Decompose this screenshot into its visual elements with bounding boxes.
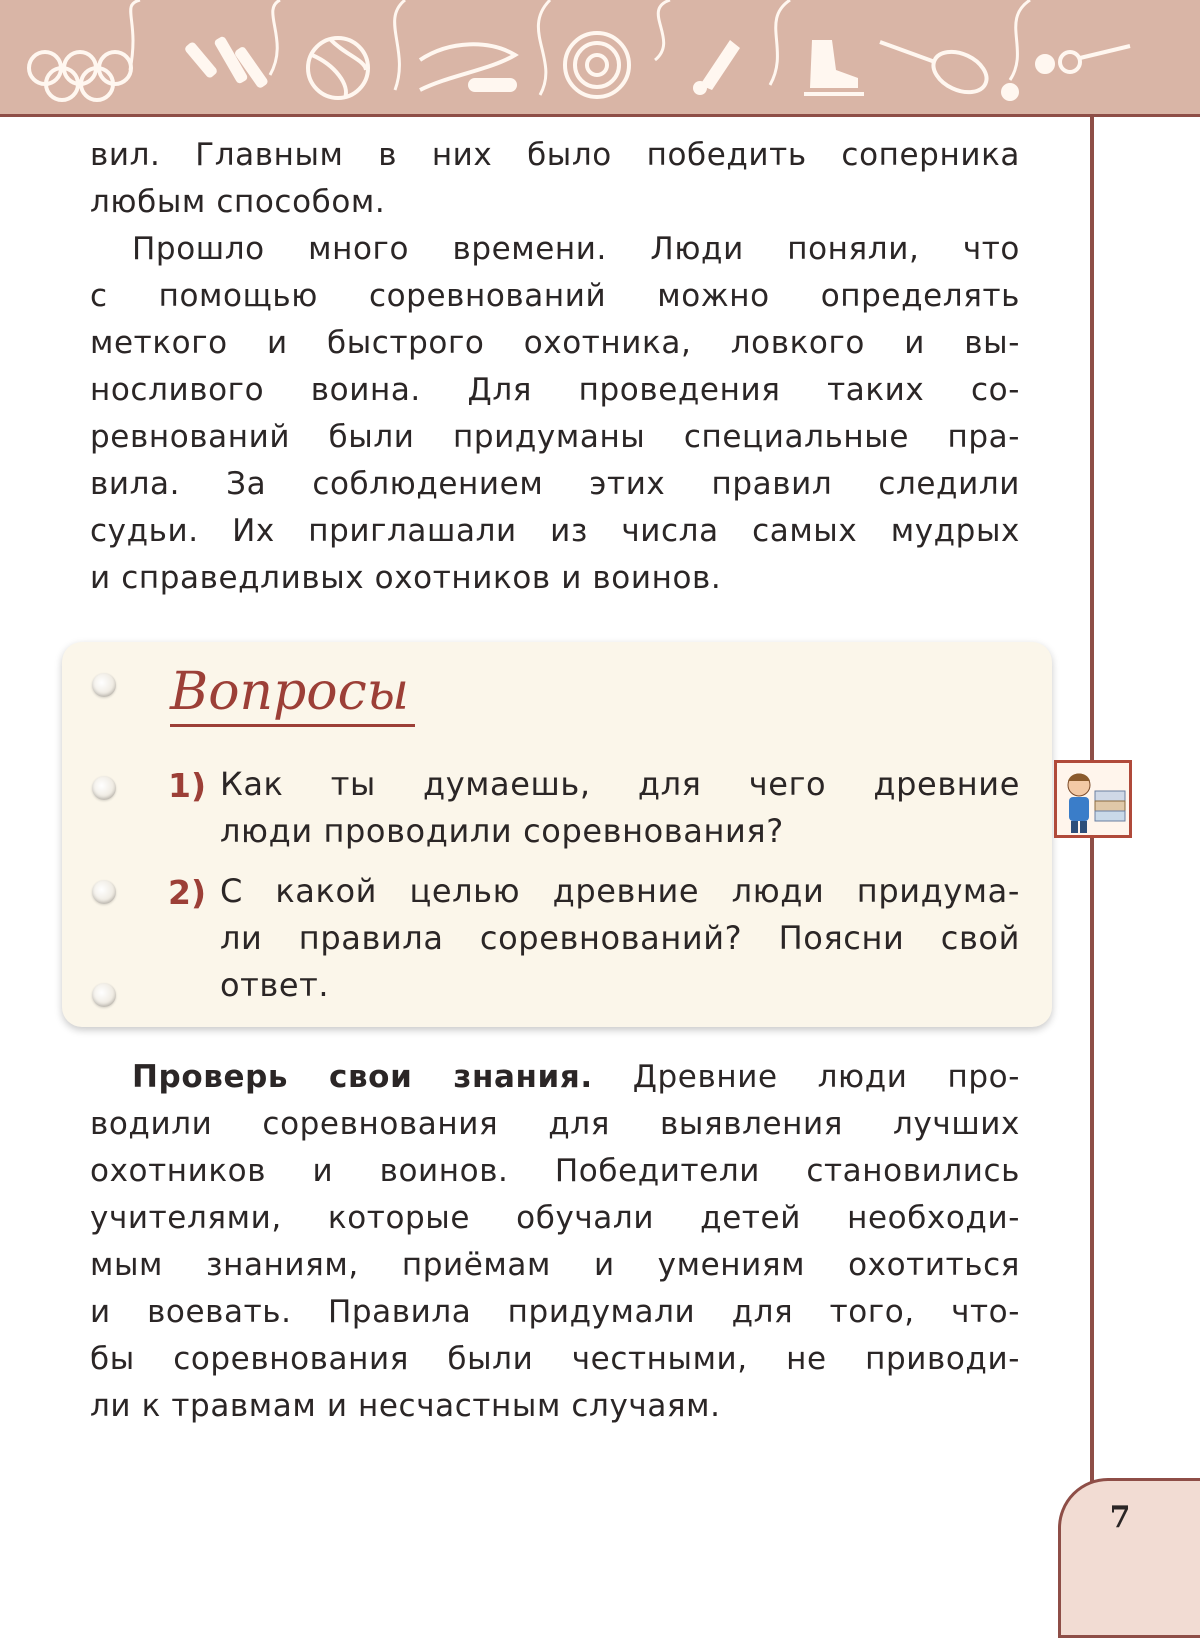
text-line: бы соревнования были честными, не приводи- — [90, 1341, 1020, 1377]
text-line: охотников и воинов. Победители становились — [90, 1153, 1020, 1189]
page-number: 7 — [1109, 1500, 1131, 1535]
sports-header-band — [0, 0, 1200, 117]
text-line: меткого и быстрого охотника, ловкого и вы- — [90, 325, 1020, 361]
olympic-rings-icon — [29, 52, 131, 100]
check-knowledge-lead: Проверь свои знания. — [132, 1059, 593, 1095]
bullet-icon — [92, 880, 116, 904]
text-line — [90, 1054, 1020, 1101]
paragraph-continuation-end — [90, 179, 1020, 226]
dumbbells-icon — [184, 35, 270, 89]
text-line: мым знаниям, приёмам и умениям охотиться — [90, 1247, 1020, 1283]
question-line: Как ты думаешь, для чего древние — [220, 765, 1020, 803]
question-number: 1) — [168, 766, 207, 805]
text-line: и воевать. Правила придумали для того, что- — [90, 1294, 1020, 1330]
text-line: и справедливых охотников и воинов. — [90, 560, 722, 596]
text-line-content: Древние люди про- — [632, 1059, 1020, 1095]
bullet-icon — [92, 983, 116, 1007]
target-icon — [565, 33, 629, 97]
text-line: носливого воина. Для проведения таких со- — [90, 372, 1020, 408]
student-books-drawing — [1057, 763, 1129, 835]
skate-icon — [804, 40, 864, 96]
question-line: ли правила соревнований? Поясни свой — [220, 919, 1020, 957]
whistle-icon — [1037, 46, 1130, 72]
text-line: учителями, которые обучали детей необходи- — [90, 1200, 1020, 1236]
bullet-icon — [92, 776, 116, 800]
tennis-racket-icon — [880, 42, 1017, 100]
text-line: вил. Главным в них было победить соперника — [90, 137, 1020, 173]
question-line: ответ. — [220, 966, 330, 1004]
text-line: ревнований были придуманы специальные пра- — [90, 419, 1020, 455]
bullet-icon — [92, 673, 116, 697]
text-line: вила. За соблюдением этих правил следили — [90, 466, 1020, 502]
text-line: любым способом. — [90, 184, 386, 220]
text-line: судьи. Их приглашали из числа самых мудрых — [90, 513, 1020, 549]
text-line: с помощью соревнований можно определять — [90, 278, 1020, 314]
text-line: ли к травмам и несчастным случаям. — [90, 1388, 721, 1424]
question-number: 2) — [168, 873, 207, 912]
questions-title: Вопросы — [170, 660, 415, 727]
text-line: водили соревнования для выявления лучших — [90, 1106, 1020, 1142]
student-books-icon — [1054, 760, 1132, 838]
sports-icons-strip — [0, 0, 1200, 114]
text-line-content: Прошло много времени. Люди поняли, что — [132, 231, 1020, 267]
paragraph-continuation — [90, 132, 1020, 179]
volleyball-icon — [308, 38, 368, 98]
text-line — [90, 226, 1020, 273]
question-line: люди проводили соревнования? — [220, 812, 784, 850]
question-line: С какой целью древние люди придума- — [220, 872, 1020, 910]
jump-rope-icon — [420, 44, 515, 90]
shuttlecock-icon — [693, 40, 740, 95]
